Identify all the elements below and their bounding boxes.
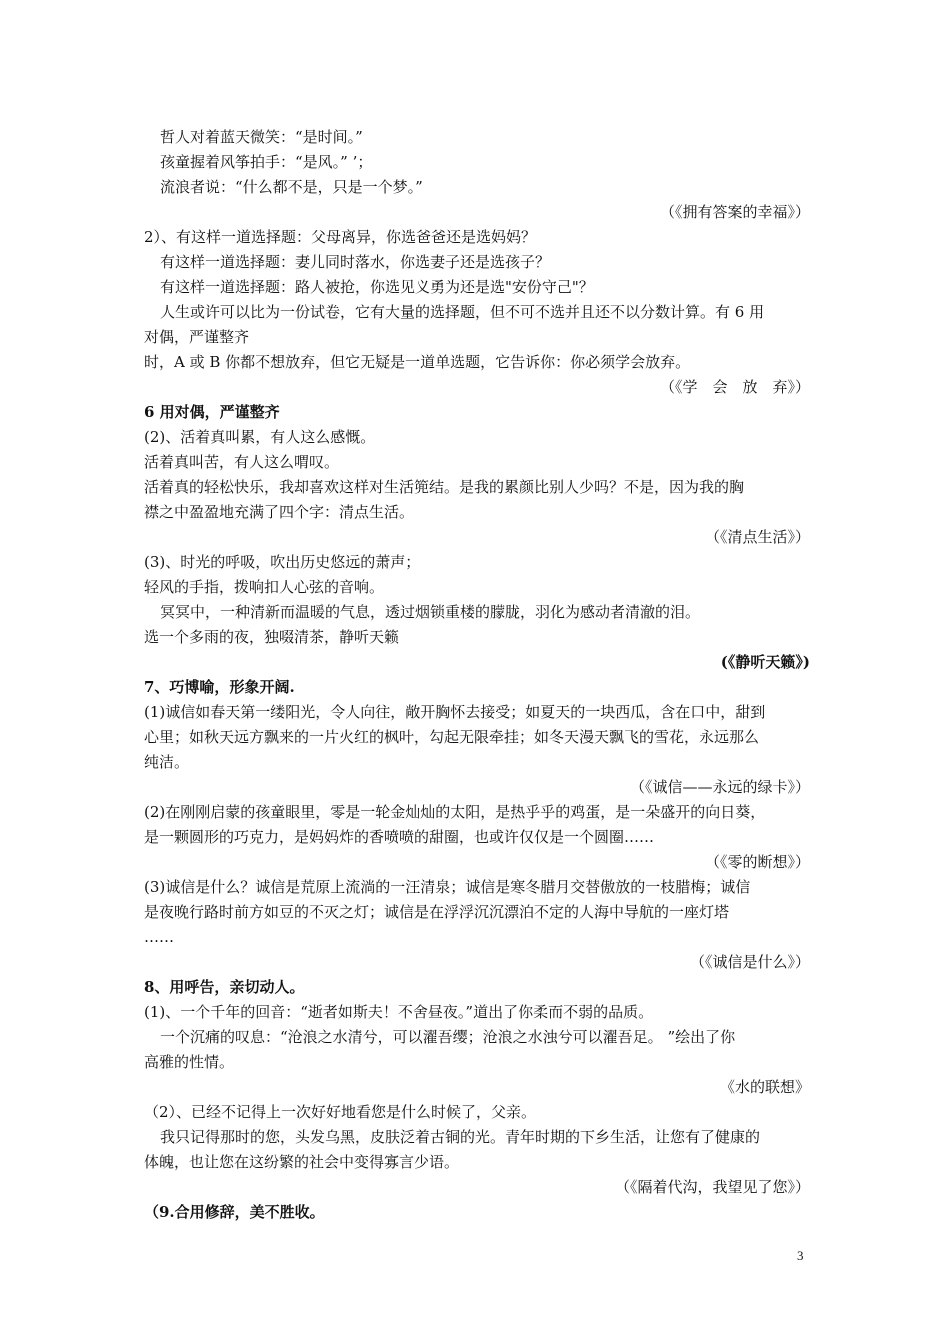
- text-line: 时，A 或 B 你都不想放弃，但它无疑是一道单选题，它告诉你：你必须学会放弃。: [144, 353, 691, 371]
- text-line: 体魄，也让您在这纷繁的社会中变得寡言少语。: [144, 1153, 460, 1171]
- text-line: （2）、已经不记得上一次好好地看您是什么时候了，父亲。: [144, 1103, 537, 1121]
- citation: （《隔着代沟，我望见了您》）: [614, 1178, 810, 1196]
- text-line: 选一个多雨的夜，独啜清茶，静听天籁: [144, 628, 400, 646]
- text-line: 高雅的性情。: [144, 1053, 235, 1071]
- citation: （《拥有答案的幸福》）: [659, 203, 810, 221]
- page-number: 3: [797, 1248, 804, 1263]
- text-line: 人生或许可以比为一份试卷，它有大量的选择题，但不可不选并且还不以分数计算。有 6 用: [160, 303, 765, 321]
- text-line: 2）、有这样一道选择题：父母离异，你选爸爸还是选妈妈？: [144, 228, 537, 246]
- text-line: (2)、活着真叫累，有人这么感慨。: [144, 428, 376, 446]
- text-line: 冥冥中，一种清新而温暖的气息，透过烟锁重楼的朦胧，羽化为感动者清澈的泪。: [160, 603, 701, 621]
- text-line: (3)诚信是什么？诚信是荒原上流淌的一汪清泉；诚信是寒冬腊月交替傲放的一枝腊梅；诚信: [144, 878, 751, 896]
- section-heading: 6 用对偶，严谨整齐: [144, 403, 280, 421]
- text-line: (1)诚信如春天第一缕阳光，令人向往，敞开胸怀去接受；如夏天的一块西瓜，含在口中，甜到: [144, 703, 766, 721]
- text-line: 襟之中盈盈地充满了四个字：清点生活。: [144, 503, 415, 521]
- citation: (《静听天籁》): [720, 653, 810, 671]
- text-line: 是夜晚行路时前方如豆的不灭之灯；诚信是在浮浮沉沉漂泊不定的人海中导航的一座灯塔: [144, 903, 730, 921]
- section-heading: 7、巧博喻，形象开阔.: [144, 678, 295, 696]
- text-line: 我只记得那时的您，头发乌黑，皮肤泛着古铜的光。青年时期的下乡生活，让您有了健康的: [160, 1128, 761, 1146]
- citation: （《清点生活》）: [704, 528, 810, 546]
- citation: （《零的断想》）: [704, 853, 810, 871]
- citation: （《诚信——永远的绿卡》）: [629, 778, 810, 796]
- text-line: 是一颗圆形的巧克力，是妈妈炸的香喷喷的甜圈，也或许仅仅是一个圆圈……: [144, 828, 655, 846]
- text-line: ……: [144, 928, 174, 946]
- text-line: (3)、时光的呼吸，吹出历史悠远的萧声；: [144, 553, 421, 571]
- text-line: 有这样一道选择题：妻儿同时落水，你选妻子还是选孩子？: [160, 253, 551, 271]
- text-line: 心里；如秋天远方飘来的一片火红的枫叶，勾起无限牵挂；如冬天漫天飘飞的雪花，永远那么: [144, 728, 760, 746]
- section-heading: （9.合用修辞，美不胜收。: [144, 1203, 325, 1221]
- document-page: [144, 0, 810, 1344]
- text-line: 有这样一道选择题：路人被抢，你选见义勇为还是选"安份守己"？: [160, 278, 594, 296]
- citation: （《诚信是什么》）: [689, 953, 810, 971]
- text-line: (2)在刚刚启蒙的孩童眼里，零是一轮金灿灿的太阳，是热乎乎的鸡蛋，是一朵盛开的向日葵，: [144, 803, 766, 821]
- text-line: 活着真的轻松快乐，我却喜欢这样对生活篼结。是我的累颜比别人少吗？不是，因为我的胸: [144, 478, 745, 496]
- text-line: 活着真叫苦，有人这么喟叹。: [144, 453, 340, 471]
- citation: （《学 会 放 弃》）: [659, 378, 810, 396]
- text-line: 对偶，严谨整齐: [144, 328, 250, 346]
- text-line: 纯洁。: [144, 753, 190, 771]
- text-line: 一个沉痛的叹息：“沧浪之水清兮，可以濯吾缨；沧浪之水浊兮可以濯吾足。 ”绘出了你: [160, 1028, 736, 1046]
- text-line: (1)、一个千年的回音：“逝者如斯夫！不舍昼夜。”道出了你柔而不弱的品质。: [144, 1003, 654, 1021]
- text-line: 轻风的手指，拨响扣人心弦的音响。: [144, 578, 385, 596]
- text-line: 哲人对着蓝天微笑：“是时间。”: [160, 128, 363, 146]
- text-line: 孩童握着风筝拍手：“是风。” ’；: [160, 153, 373, 171]
- citation: 《水的联想》: [719, 1078, 810, 1096]
- text-line: 流浪者说：“什么都不是，只是一个梦。”: [160, 178, 423, 196]
- section-heading: 8、用呼告，亲切动人。: [144, 978, 305, 996]
